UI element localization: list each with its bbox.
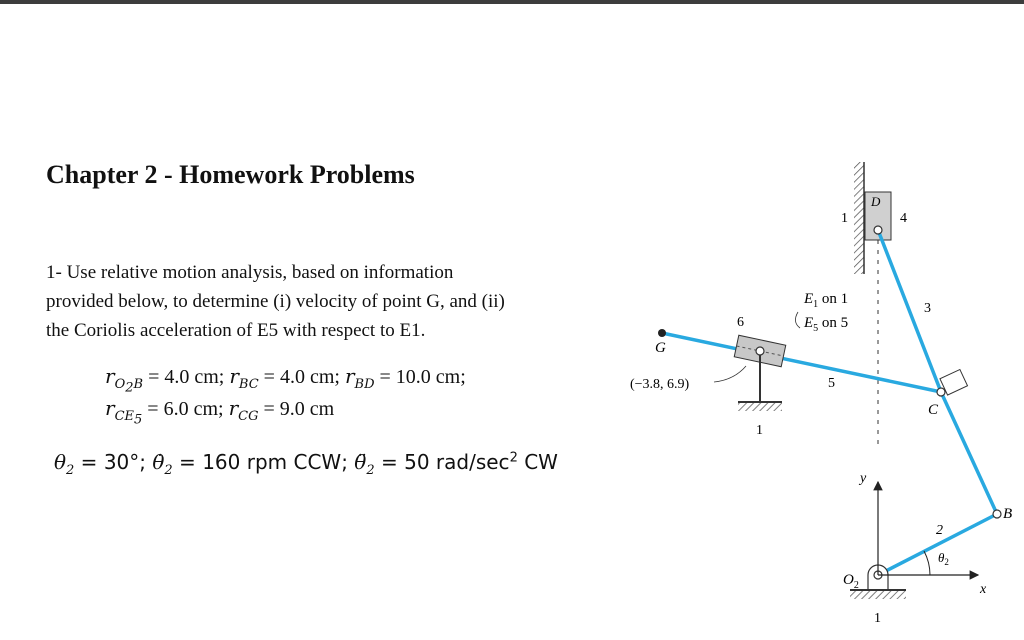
label-c: C [928,402,939,418]
joint-d [874,226,882,234]
joint-c [937,388,945,396]
equation-angles: $\theta_2 = 30^\circ$; $\thetȧ_2 = 160$ rpm CCW; $\thetä_2 = 50$ rad/$\sec^2$ CW [54,450,558,478]
r-cg-value: 9.0 cm [279,398,335,420]
r-ce5-value: 6.0 cm [163,398,218,420]
label-coord: (−3.8, 6.9) [630,377,690,392]
label-e1: $E_1$ on 1 [804,291,849,310]
theta2-arc [924,551,930,575]
problem-line-3: the Coriolis acceleration of E5 with respect to E1. [46,320,426,341]
label-theta2: $\theta_2$ [938,550,949,567]
label-2: 2 [936,523,943,538]
theta2-dot-value: 160 rpm CCW [202,450,342,474]
link-3-d-to-c [878,230,941,392]
pivot-ground-hatch [738,403,782,411]
theta2-ddot-exponent: 2 [509,450,518,466]
label-6: 6 [737,315,744,330]
coord-leader [714,366,746,382]
theta2-ddot-value: 50 rad/sec [404,450,510,474]
label-4: 4 [900,211,907,226]
r-o2b-value: 4.0 cm [164,366,219,388]
ground-hatch-o2 [850,591,906,599]
label-1-top: 1 [841,211,848,226]
label-3: 3 [924,301,931,316]
e-label-leader [795,312,800,328]
equation-lengths-2: $r_{CE_5} = 6.0$ cm; $r_{CG} = 9.0$ cm [105,396,335,428]
top-border [0,0,1024,4]
r-bd-value: 10.0 cm [395,366,461,388]
label-y: y [860,471,867,486]
problem-statement [46,258,606,345]
label-x: x [980,582,987,597]
label-g: G [655,340,666,356]
label-1-mid: 1 [756,423,763,438]
problem-line-1: 1- Use relative motion analysis, based on information [46,262,454,283]
label-o2: $O_2$ [843,572,859,591]
equation-lengths-1: $r_{O_2B} = 4.0$ cm; $r_{BC} = 4.0$ cm; $r_{BD} = 10.0$ cm; [105,364,466,396]
theta2-ddot-direction: CW [524,450,558,474]
mechanism-figure [610,150,1024,630]
wall-hatch-top [854,162,864,274]
link-5-g-to-c [662,333,941,392]
joint-b [993,510,1001,518]
label-e5: $E_5$ on 5 [804,315,849,334]
label-5: 5 [828,376,835,391]
r-bc-value: 4.0 cm [279,366,335,388]
label-d: D [871,194,881,209]
link-c-to-b [941,392,997,514]
problem-line-2: provided below, to determine (i) velocity of point G, and (ii) [46,291,505,312]
point-g [658,329,666,337]
page-title: Chapter 2 - Homework Problems [46,160,415,189]
label-1-bottom: 1 [874,611,881,626]
theta2-value: 30° [103,450,140,474]
label-b: B [1003,506,1013,522]
joint-6 [756,347,764,355]
